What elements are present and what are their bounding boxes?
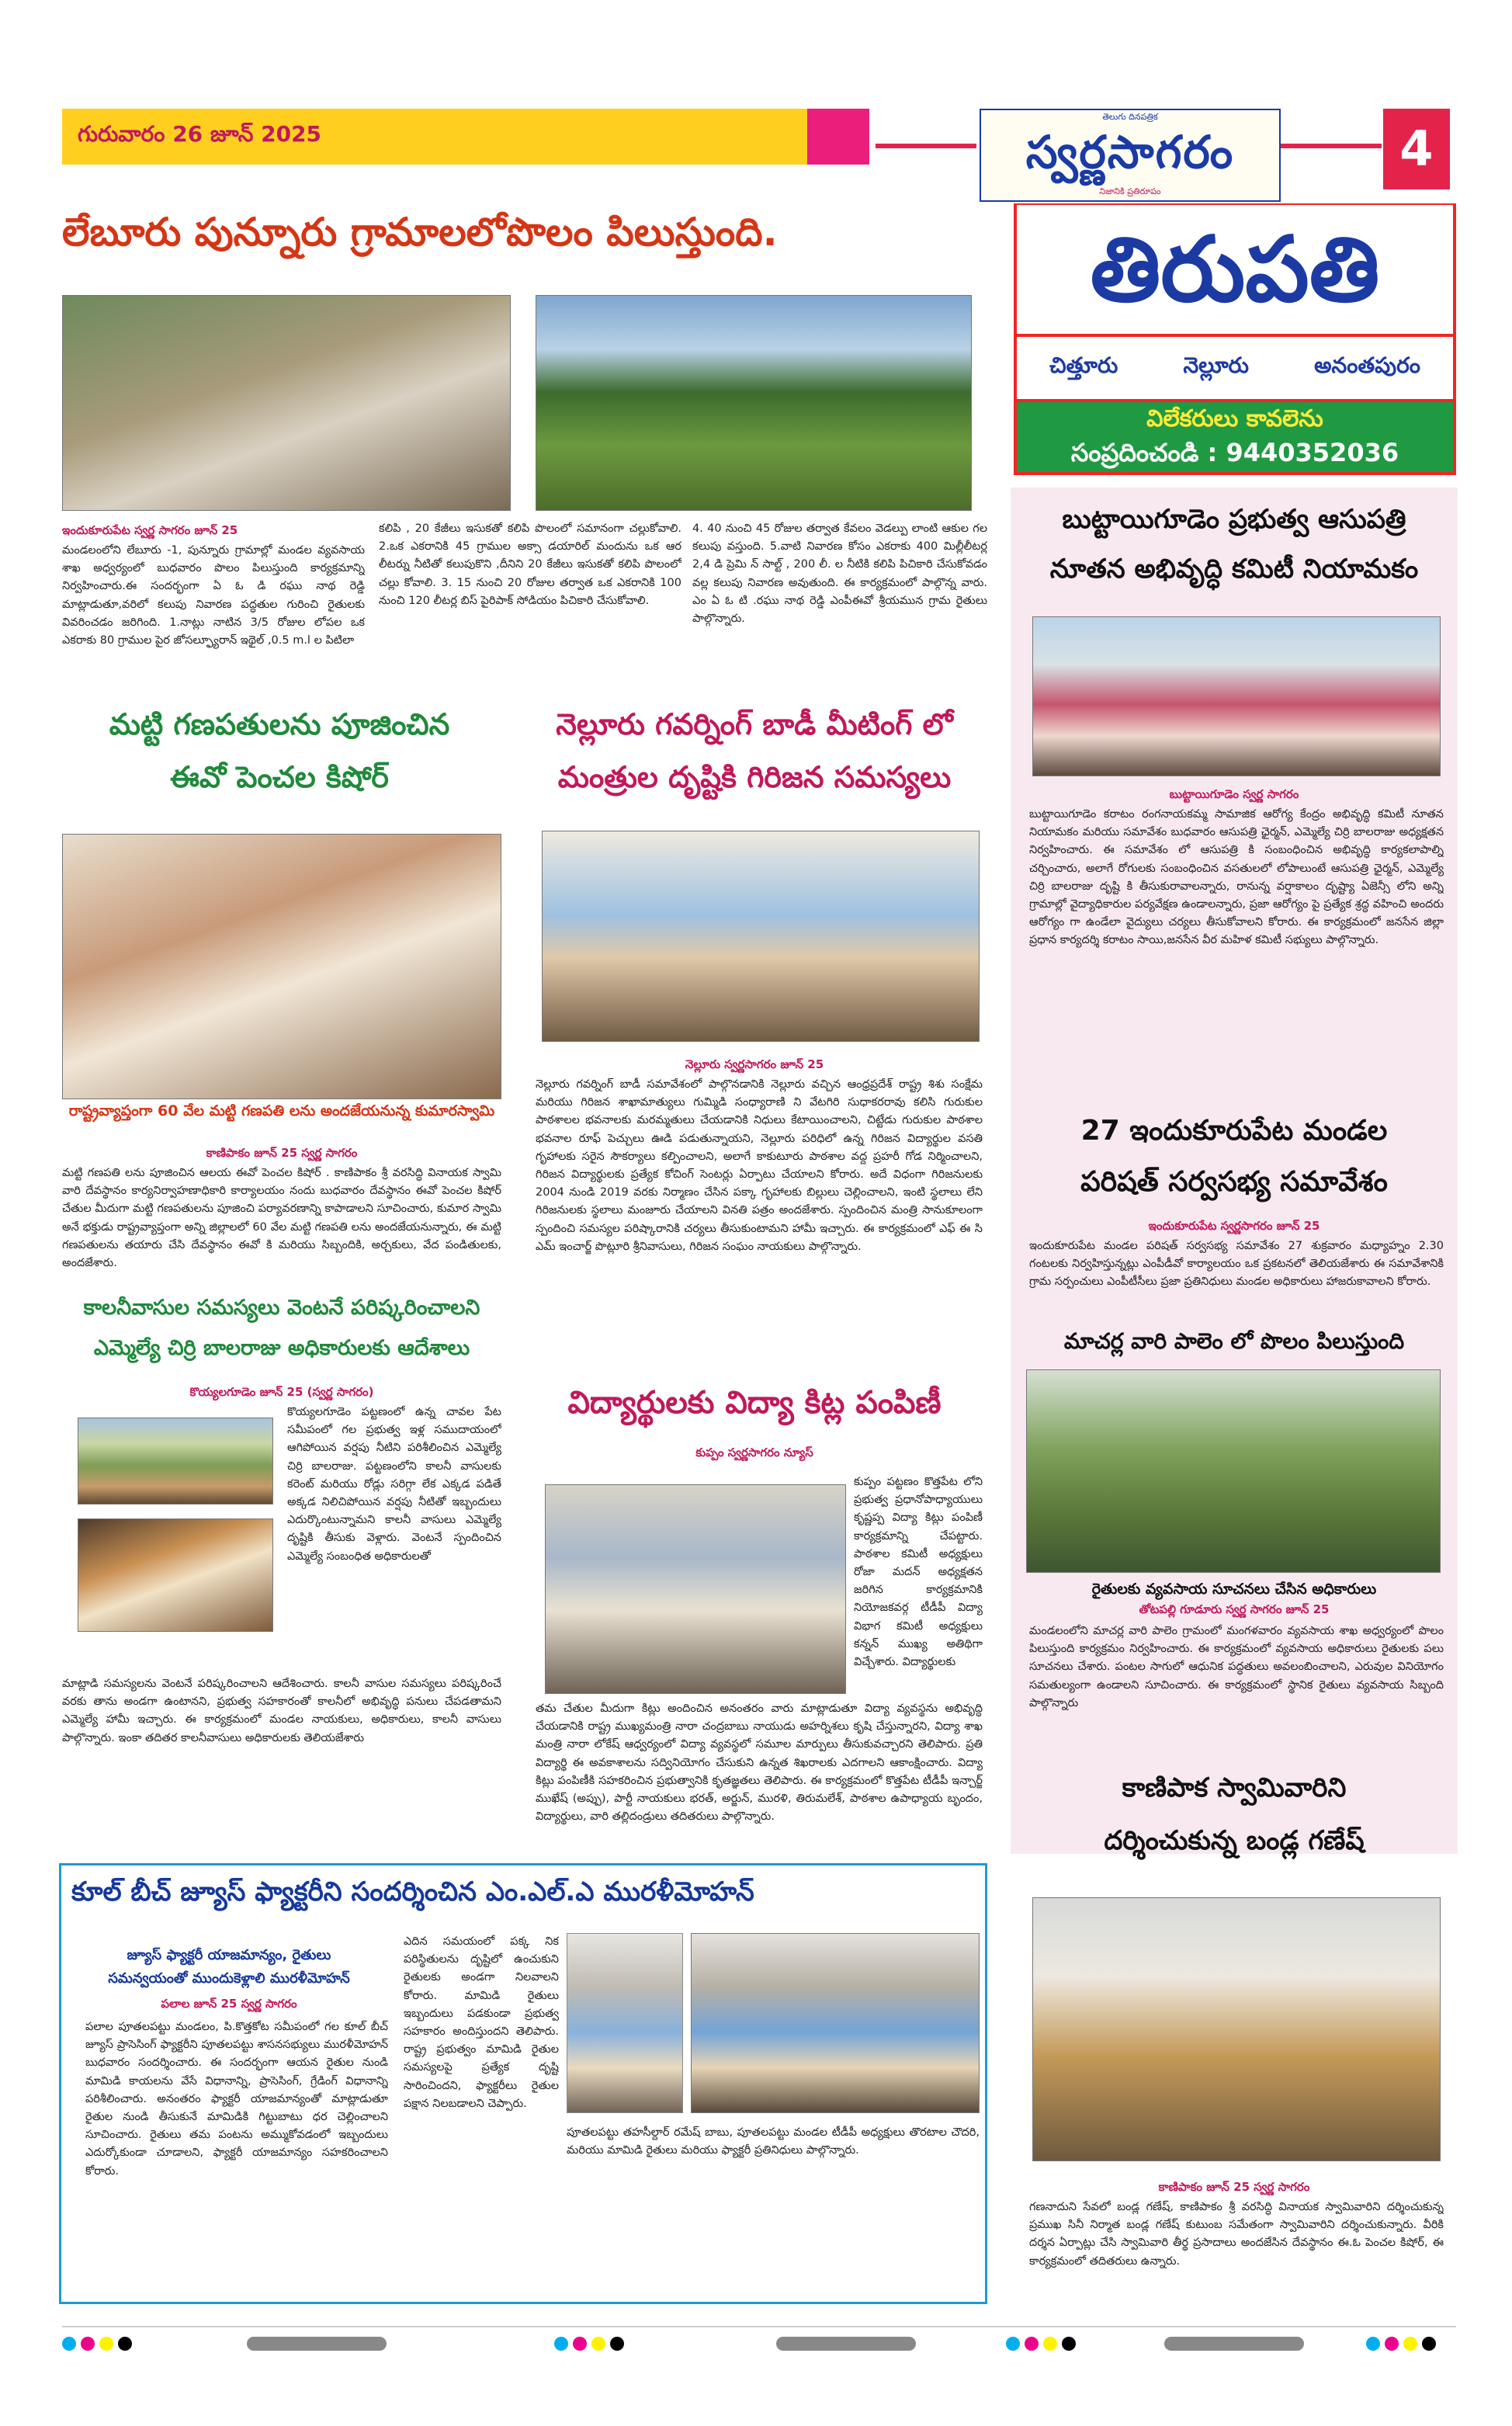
story1-caption: ఇందుకూరుపేట స్వర్ణ సాగరం జూన్ 25 [62,523,238,537]
story9-photo-field [1026,1369,1441,1573]
tirupati-cities [1017,337,1453,399]
story1-body-col3: 4. 40 నుంచి 45 రోజుల తర్వాత కేవలం వెడల్పు లాంటి ఆకుల గల కలుపు వస్తుంది. 5.వాటి నివారణ కోసం ఎకరాకు 400 మిల్లీలీటర్ల 2,4 డి ప్రెమి న్ సాల్ట్ , 200 లీ. ల నీటికి కలిపి పిచికారి చేసుకోవడం వల్ల కలుపు నివారణ అవుతుంది. ఈ కార్యక్రమంలో పాల్గొన్న వారు. ఎం ఏ ఓ టి .రఘు నాథ రెడ్డి ఎంపీఈవో శ్రీయమున గ్రామ రైతులు పాల్గొన్నారు. [692,522,987,625]
story9-caption-line1: రైతులకు వ్యవసాయ సూచనలు చేసిన అధికారులు [1091,1581,1377,1598]
story2-body: మట్టి గణపతి లను పూజించిన ఆలయ ఈవో పెంచల కిషోర్ . కాణిపాకం శ్రీ వరసిద్ధి వినాయక స్వామి వారి దేవస్థానం కార్యనిర్వాహణాధికారి కార్యాలయం నందు బుధవారం దేవస్థానం ఈవో పెంచల కిషోర్ చేతుల మీదుగా మట్టి గణపతులను పూజించి పర్యావరణాన్ని కాపాడాలని సూచించారు, కుమార స్వామి అనే భక్తుడు రాష్ట్రవ్యాప్తంగా అన్ని జిల్లాలలో 60 వేల మట్టి గణపతి లను అందజేయనున్నారు, ఈ మట్టి గణపతులను తయారు చేసి దేవస్థానం ఈవో కి మరియు సిబ్బందికి, అర్చకులు, వేద పండితులకు, అందజేశారు. [62,1167,501,1269]
story9-caption-line2: తోటపల్లి గూడూరు స్వర్ణ సాగరం జూన్ 25 [1139,1602,1330,1616]
story6-photo-factory [691,1933,980,2113]
story4-caption: నెల్లూరు స్వర్ణసాగరం జూన్ 25 [685,1057,824,1071]
story10-body: గణనాదుని సేవలో బండ్ల గణేష్, కాణిపాకం శ్రీ వరసిద్ధి వినాయక స్వామివారిని దర్శించుకున్న ప్రముఖ సినీ నిర్మాత బండ్ల గణేష్ కుటుంబ సమేతంగా స్వామివారిని దర్శించుకున్నారు. వీరికి దర్శన ఏర్పాట్లు చేసి స్వామివారి తీర్థ ప్రసాదాలు అందజేసిన దేవస్థానం ఈ.ఓ పెంచల కిషోర్, ఈ కార్యక్రమంలో తదితరులు ఉన్నారు. [1029,2201,1444,2268]
city-nellore: నెల్లూరు [1183,352,1249,378]
contact-phone: 9440352036 [1226,438,1399,467]
registration-dots-far-right [1366,2337,1436,2351]
footer-rule [62,2326,1456,2327]
story7-headline-line2: నూతన అభివృద్ధి కమిటీ నియామకం [1049,554,1419,585]
story8-headline-line1: 27 ఇందుకూరుపేట మండల [1080,1115,1388,1147]
story3-headline-line1: కాలనీవాసుల సమస్యలు వెంటనే పరిష్కరించాలని [83,1296,480,1320]
story4-headline-line2: మంత్రుల దృష్టికి గిరిజన సమస్యలు [557,760,952,794]
page-number: 4 [1383,109,1450,189]
story3-body-bottom: మాట్లాడి సమస్యలను వెంటనే పరిష్కరించాలని ఆదేశించారు. కాలనీ వాసుల సమస్యలు పరిష్కరించే వరకు తాను అండగా ఉంటానని, ప్రభుత్వ సహకారంతో కాలనీలో అభివృద్ధి పనులు చేపడతామని ఎమ్మెల్యే హామీ ఇచ్చారు. ఈ కార్యక్రమంలో మండల నాయకులు, అధికారులు, కాలనీ వాసులు పాల్గొన్నారు. ఇంకా తదితర కాలనీవాసులు అధికారులకు తెలియజేశారు [62,1678,501,1744]
story7-headline-line1: బుట్టాయిగూడెం ప్రభుత్వ ఆసుపత్రి [1062,504,1406,535]
city-chittoor: చిత్తూరు [1049,352,1118,378]
story1-body-col2: కలిపి , 20 కేజీలు ఇసుకతో కలిపి పొలంలో సమానంగా చల్లుకోవాలి. 2.ఒక ఎకరానికి 45 గ్రాముల అక్సా డయారిల్ మందును ఒక ఆర లీటర్ను నీటితో కలుపుకొని ,దీనిని 20 కేజీలు ఇసుకతో కలిపి పొలంలో చల్లు కోవాలి. 3. 15 నుంచి 20 రోజుల తర్వాత ఒక ఎకరానికి 100 నుంచి 120 లీటర్ల బిస్ పైరిపాక్ సోడియం పిచికారి చేసుకోవాలి. [379,522,681,607]
tirupati-title: తిరుపతి [1017,205,1453,334]
story6-photo-factory-left [567,1933,683,2113]
story1-body-col1: మండలంలోని లేబూరు -1, పున్నూరు గ్రామాల్లో మండల వ్యవసాయ శాఖ అధ్వర్యంలో బుధవారం పొలం పిలుస్తుంది కార్యక్రమాన్ని నిర్వహించారు.ఈ సందర్భంగా ఏ ఓ డి రఘు నాథ రెడ్డి మాట్లాడుతూ,వరిలో కలుపు నివారణ పద్ధతుల గురించి రైతులకు వివరించడం జరిగింది. 1.నాట్లు నాటిన 3/5 రోజుల లోపల ఒక ఎకరాకు 80 గ్రాముల పైర జోసల్ఫ్యూరాన్ ఇథైల్ ,0.5 m.l ల పిటిలా [62,544,365,647]
story4-headline-line1: నెల్లూరు గవర్నింగ్ బాడీ మీటింగ్ లో [556,707,953,741]
story10-photo-temple [1032,1897,1441,2161]
story5-body-side: కుప్పం పట్టణం కొత్తపేట లోని ప్రభుత్వ ప్రధానోపాధ్యాయులు కృష్ణప్ప విద్యా కిట్లు పంపిణీ కార్యక్రమాన్ని చేపట్టారు. పాఠశాల కమిటీ అధ్యక్షులు రోజా మదన్ అధ్యక్షతన జరిగిన కార్యక్రమానికి నియోజకవర్గ టీడీపీ విద్యా విభాగ కమిటీ అధ్యక్షులు కన్నన్ ముఖ్య అతిథిగా విచ్చేశారు. విద్యార్థులకు [854,1476,983,1668]
story5-headline: విద్యార్థులకు విద్యా కిట్ల పంపిణీ [567,1385,942,1421]
header-divider-left [876,144,976,148]
story6-caption: పలాల జూన్ 25 స్వర్ణ సాగరం [161,1997,297,2011]
story7-caption: బుట్టాయిగూడెం స్వర్ణ సాగరం [1169,787,1299,801]
story6-subhead-line2: సమన్వయంతో ముందుకెళ్లాలి మురళీమోహన్ [108,1970,350,1987]
story10-headline-line1: కాణిపాక స్వామివారిని [1122,1772,1347,1803]
story3-photo-colony-2 [78,1518,273,1632]
contact-line [1017,438,1453,474]
reporters-wanted-panel [1017,402,1453,472]
story8-headline-line2: పరిషత్ సర్వసభ్య సమావేశం [1080,1166,1388,1198]
story4-body: నెల్లూరు గవర్నింగ్ బాడీ సమావేశంలో పాల్గొనడానికి నెల్లూరు వచ్చిన ఆంధ్రప్రదేశ్ రాష్ట్ర శిశు సంక్షేమ మరియు గిరిజన శాఖామాత్యులు గుమ్మిడి సంధ్యారాణి ని వేటగిరి సుధాకరరావు కలిసి గురుకుల పాఠశాలల భవనాలకు మరమ్మతులు చేయడానికి నిధులు కేటాయించాలని, చిట్టేడు గురుకుల పాఠశాల భవనాల రూఫ్ పెచ్చులు ఊడి పడుతున్నాయని, నెల్లూరు పరిధిలో ఉన్న గిరిజన విద్యార్థుల వసతి గృహాలకు సరైన సౌకర్యాలు కల్పించాలని, అలాగే కాకుటూరు పాఠశాల వద్ద ప్రహరీ గోడ నిర్మించాలని, గిరిజన విద్యార్థులకు ప్రత్యేక కోచింగ్ సెంటర్లు ఏర్పాటు చేయాలని కోరారు. అదే విధంగా గిరిజనులకు 2004 నుండి 2019 వరకు నిర్మాణం చేసిన పక్కా గృహాలకు బిల్లులు చెల్లించాలని, ఇంటి స్థలాలు లేని గిరిజనులకు స్థలాలు మంజూరు చేయాలని వినతి పత్రం అందజేశారు. స్పందించిన మంత్రి సానుకూలంగా స్పందించి సమస్యల పరిష్కారానికి చర్యలు తీసుకుంటామని హామీ ఇచ్చారు. ఈ కార్యక్రమంలో ఎఫ్ ఈ సి ఎమ్ ఇంచార్జ్ పొట్లూరి శ్రీనివాసులు, గిరిజన సంఘం నాయకులు పాల్గొన్నారు. [536,1078,983,1253]
story8-body: ఇందుకూరుపేట మండల పరిషత్ సర్వసభ్య సమావేశం 27 శుక్రవారం మధ్యాహ్నం 2.30 గంటలకు నిర్వహిస్తున్నట్లు ఎంపీడీవో కార్యాలయం ఒక ప్రకటనలో తెలియజేశారు ఈ సమావేశానికి గ్రామ సర్పంచులు ఎంపీటీసీలు ప్రజా ప్రతినిధులు మండల అధికారులు హాజరుకావాలని కోరారు. [1029,1240,1444,1289]
logo-tagline-bottom: నిజానికి ప్రతిరూపం [1099,186,1161,196]
story6-subhead-line1: జ్యూస్ ఫ్యాక్టరీ యాజమాన్యం, రైతులు [127,1947,331,1963]
story5-body-bottom: తమ చేతుల మీదుగా కిట్లు అందించిన అనంతరం వారు మాట్లాడుతూ విద్యా వ్యవస్థను అభివృద్ధి చేయడానికి రాష్ట్ర ముఖ్యమంత్రి నారా చంద్రబాబు నాయుడు అహర్నిశలు కృషి చేస్తున్నారని, విద్యా శాఖ మంత్రి నారా లోకేష్ ఆధ్వర్యంలో విద్యా వ్యవస్థలో సమూల మార్పులు తీసుకువచ్చారని తెలిపారు. ప్రతి విద్యార్థి ఈ అవకాశాలను సద్వినియోగం చేసుకుని ఉన్నత శిఖరాలకు ఎదగాలని ఆకాంక్షించారు. విద్యా కిట్లు పంపిణీకి సహకరించిన ప్రభుత్వానికి కృతజ్ఞతలు తెలిపారు. ఈ కార్యక్రమంలో కొత్తపేట టీడీపీ ఇన్చార్జ్ ముఖేష్ (అప్పు), పార్టీ నాయకులు భరత్, అర్జున్, మురళి, తిరుమలేశ్, పాఠశాల ఉపాధ్యాయ బృందం, విద్యార్థులు, వారి తల్లిదండ్రులు తదితరులు పాల్గొన్నారు. [536,1702,983,1824]
registration-bar-left [247,2337,387,2351]
story5-photo-students [545,1484,846,1694]
logo-tagline-top: తెలుగు దినపత్రిక [1102,112,1158,122]
logo-text: స్వర్ణసాగరం [1025,126,1235,179]
story1-photo-meeting [62,295,511,511]
story2-subhead: రాష్ట్రవ్యాప్తంగా 60 వేల మట్టి గణపతి లను అందజేయనున్న కుమారస్వామి [68,1102,495,1119]
issue-date: గురువారం 26 జూన్ 2025 [78,121,322,147]
story4-photo-meeting [542,831,980,1042]
registration-bar-mid [776,2337,916,2351]
header-divider-right [1281,144,1382,148]
story1-headline: లేబూరు పున్నూరు గ్రామాలలోపొలం పిలుస్తుంది. [62,210,778,255]
story7-body: బుట్టాయిగూడెం కరాటం రంగనాయకమ్మ సామాజిక ఆరోగ్య కేంద్రం అభివృద్ధి కమిటీ నూతన నియామకం మరియు సమావేశం బుధవారం ఆసుపత్రి ఛైర్మన్, ఎమ్మెల్యే చిర్రి బాలరాజు అధ్యక్షతన నిర్వహించారు. ఈ సమావేశం లో ఆసుపత్రి కి సంబంధించిన అభివృద్ధి కార్యకలాపాల్ని చర్చించారు, అలాగే రోగులకు సంబంధించిన వసతులలో లోపాలుంటే ఆసుపత్రి ఛైర్మన్, ఎమ్మెల్యే చిర్రి బాలరాజు దృష్టి కి తీసుకురావాలన్నారు, రానున్న వర్షాకాలం దృష్ట్యా ఏజెన్సీ లోని అన్ని గ్రామాల్లో వైద్యాధికారుల పర్యవేక్షణ ఉండాలన్నారు, ప్రజా ఆరోగ్యం పై ప్రత్యేక శ్రద్ధ వహించి అందరు ఆరోగ్యం గా ఉండేలా వైద్యులు చర్యలు తీసుకోవాలని కోరారు. ఈ కార్యక్రమంలో జనసేన జిల్లా ప్రధాన కార్యదర్శి కరాటం సాయి,జనసేన వీర మహిళ కమిటీ సభ్యులు పాల్గొన్నారు. [1029,808,1444,947]
city-anantapur: అనంతపురం [1314,352,1420,378]
reporters-wanted: విలేకరులు కావలెను [1146,405,1323,432]
contact-label: సంప్రదించండి : [1070,438,1218,467]
story2-headline-line1: మట్టి గణపతులను పూజించిన [109,707,450,741]
story2-photo-ganapati [62,834,501,1099]
story6-body-col1: పలాల పూతలపట్టు మండలం, పి.కొత్తకోట సమీపంలో గల కూల్ బీచ్ జ్యూస్ ప్రాసెసింగ్ ఫ్యాక్టరీని పూతలపట్టు శాసనసభ్యులు మురళీమోహన్ బుధవారం సందర్శించారు. ఈ సందర్భంగా ఆయన రైతుల నుండి మామిడి కాయలను వేసే విధానాన్ని, ప్రాసెసింగ్, గ్రేడింగ్ విధానాన్ని పరిశీలించారు. అనంతరం ఫ్యాక్టరీ యాజమాన్యంతో మాట్లాడుతూ రైతుల నుండి తీసుకునే మామిడికి గిట్టుబాటు ధర చెల్లించాలని సూచించారు. రైతులు తమ పంటను అమ్ముకోవడంలో ఇబ్బందులు ఎదుర్కోకుండా చూడాలని, ఫ్యాక్టరీ యాజమాన్యం సహకరించాలని కోరారు. [85,2021,388,2178]
registration-dots-left [62,2337,132,2351]
story8-caption: ఇందుకూరుపేట స్వర్ణసాగరం జూన్ 25 [1148,1219,1320,1233]
header-accent [807,109,869,165]
story5-caption: కుప్పం స్వర్ణసాగరం న్యూస్ [695,1446,813,1459]
story3-photo-colony-1 [78,1418,273,1505]
story7-photo-committee [1032,616,1441,776]
story10-caption: కాణిపాకం జూన్ 25 స్వర్ణ సాగరం [1158,2180,1310,2194]
story3-body-side: కొయ్యలగూడెం పట్టణంలో ఉన్న చావల పేట సమీపంలో గల ప్రభుత్వ ఇళ్ల సముదాయంలో ఆగిపోయిన వర్షపు నీటిని పరిశీలించిన ఎమ్మెల్యే చిర్రి బాలరాజు. పట్టణంలోని కాలనీ వాసులకు కరెంట్ మరియు రోడ్లు సరిగ్గా లేక ఎక్కడ పడితే అక్కడ నిలిచిపోయిన వర్షపు నీటితో ఇబ్బందులు ఎదుర్కొంటున్నామని కాలనీ వాసులు ఎమ్మెల్యే దృష్టికి తీసుకు వెళ్లారు. వెంటనే స్పందించిన ఎమ్మెల్యే సంబంధిత అధికారులతో [287,1406,501,1563]
masthead-logo [980,109,1281,202]
story3-caption: కొయ్యలగూడెం జూన్ 25 (స్వర్ణ సాగరం) [189,1385,374,1399]
story9-headline: మాచర్ల వారి పాలెం లో పొలం పిలుస్తుంది [1063,1328,1405,1354]
story1-photo-field [536,295,972,511]
story10-headline-line2: దర్శించుకున్న బండ్ల గణేష్ [1104,1825,1365,1856]
story9-body: మండలంలోని మాచర్ల వారి పాలెం గ్రామంలో మంగళవారం వ్యవసాయ శాఖ అధ్వర్యంలో పొలం పిలుస్తుంది కార్యక్రమం నిర్వహించారు. ఈ కార్యక్రమంలో వ్యవసాయ అధికారులు రైతులకు పలు సూచనలు చేశారు. పంటల సాగులో ఆధునిక పద్ధతులు అవలంబించాలని, ఎరువుల వినియోగం సమతుల్యంగా ఉండాలని సూచించారు. ఈ కార్యక్రమంలో స్థానిక రైతులు వ్యవసాయ సిబ్బంది పాల్గొన్నారు [1029,1625,1444,1709]
story6-headline: కూల్ బీచ్ జ్యూస్ ఫ్యాక్టరీని సందర్శించిన ఎం.ఎల్.ఎ మురళీమోహన్ [71,1876,754,1907]
tirupati-banner [1014,203,1456,475]
registration-dots-right [1006,2337,1076,2351]
story2-caption: కాణిపాకం జూన్ 25 స్వర్ణ సాగరం [206,1146,358,1160]
story2-headline-line2: ఈవో పెంచల కిషోర్ [170,760,389,794]
registration-bar-right [1164,2337,1304,2351]
story3-headline-line2: ఎమ్మెల్యే చిర్రి బాలరాజు అధికారులకు ఆదేశాలు [93,1336,470,1360]
story6-body-col2: ఎదిన సమయంలో పక్క నిక పరిస్థితులను దృష్టిలో ఉంచుకుని రైతులకు అండగా నిలవాలని కోరారు. మామిడి రైతులు ఇబ్బందులు పడకుండా ప్రభుత్వ సహకారం అందిస్తుందని తెలిపారు. రాష్ట్ర ప్రభుత్వం మామిడి రైతుల సమస్యలపై ప్రత్యేక దృష్టి సారించిందని, ఫ్యాక్టరీలు రైతుల పక్షాన నిలబడాలని చెప్పారు. [404,1935,559,2110]
registration-dots-mid [554,2337,624,2351]
story6-body-col3: పూతలపట్టు తహసీల్దార్ రమేష్ బాబు, పూతలపట్టు మండల టీడీపీ అధ్యక్షులు తొరటాల చౌదరి, మరియు మామిడి రైతులు మరియు ఫ్యాక్టరీ ప్రతినిధులు పాల్గొన్నారు. [567,2126,980,2157]
